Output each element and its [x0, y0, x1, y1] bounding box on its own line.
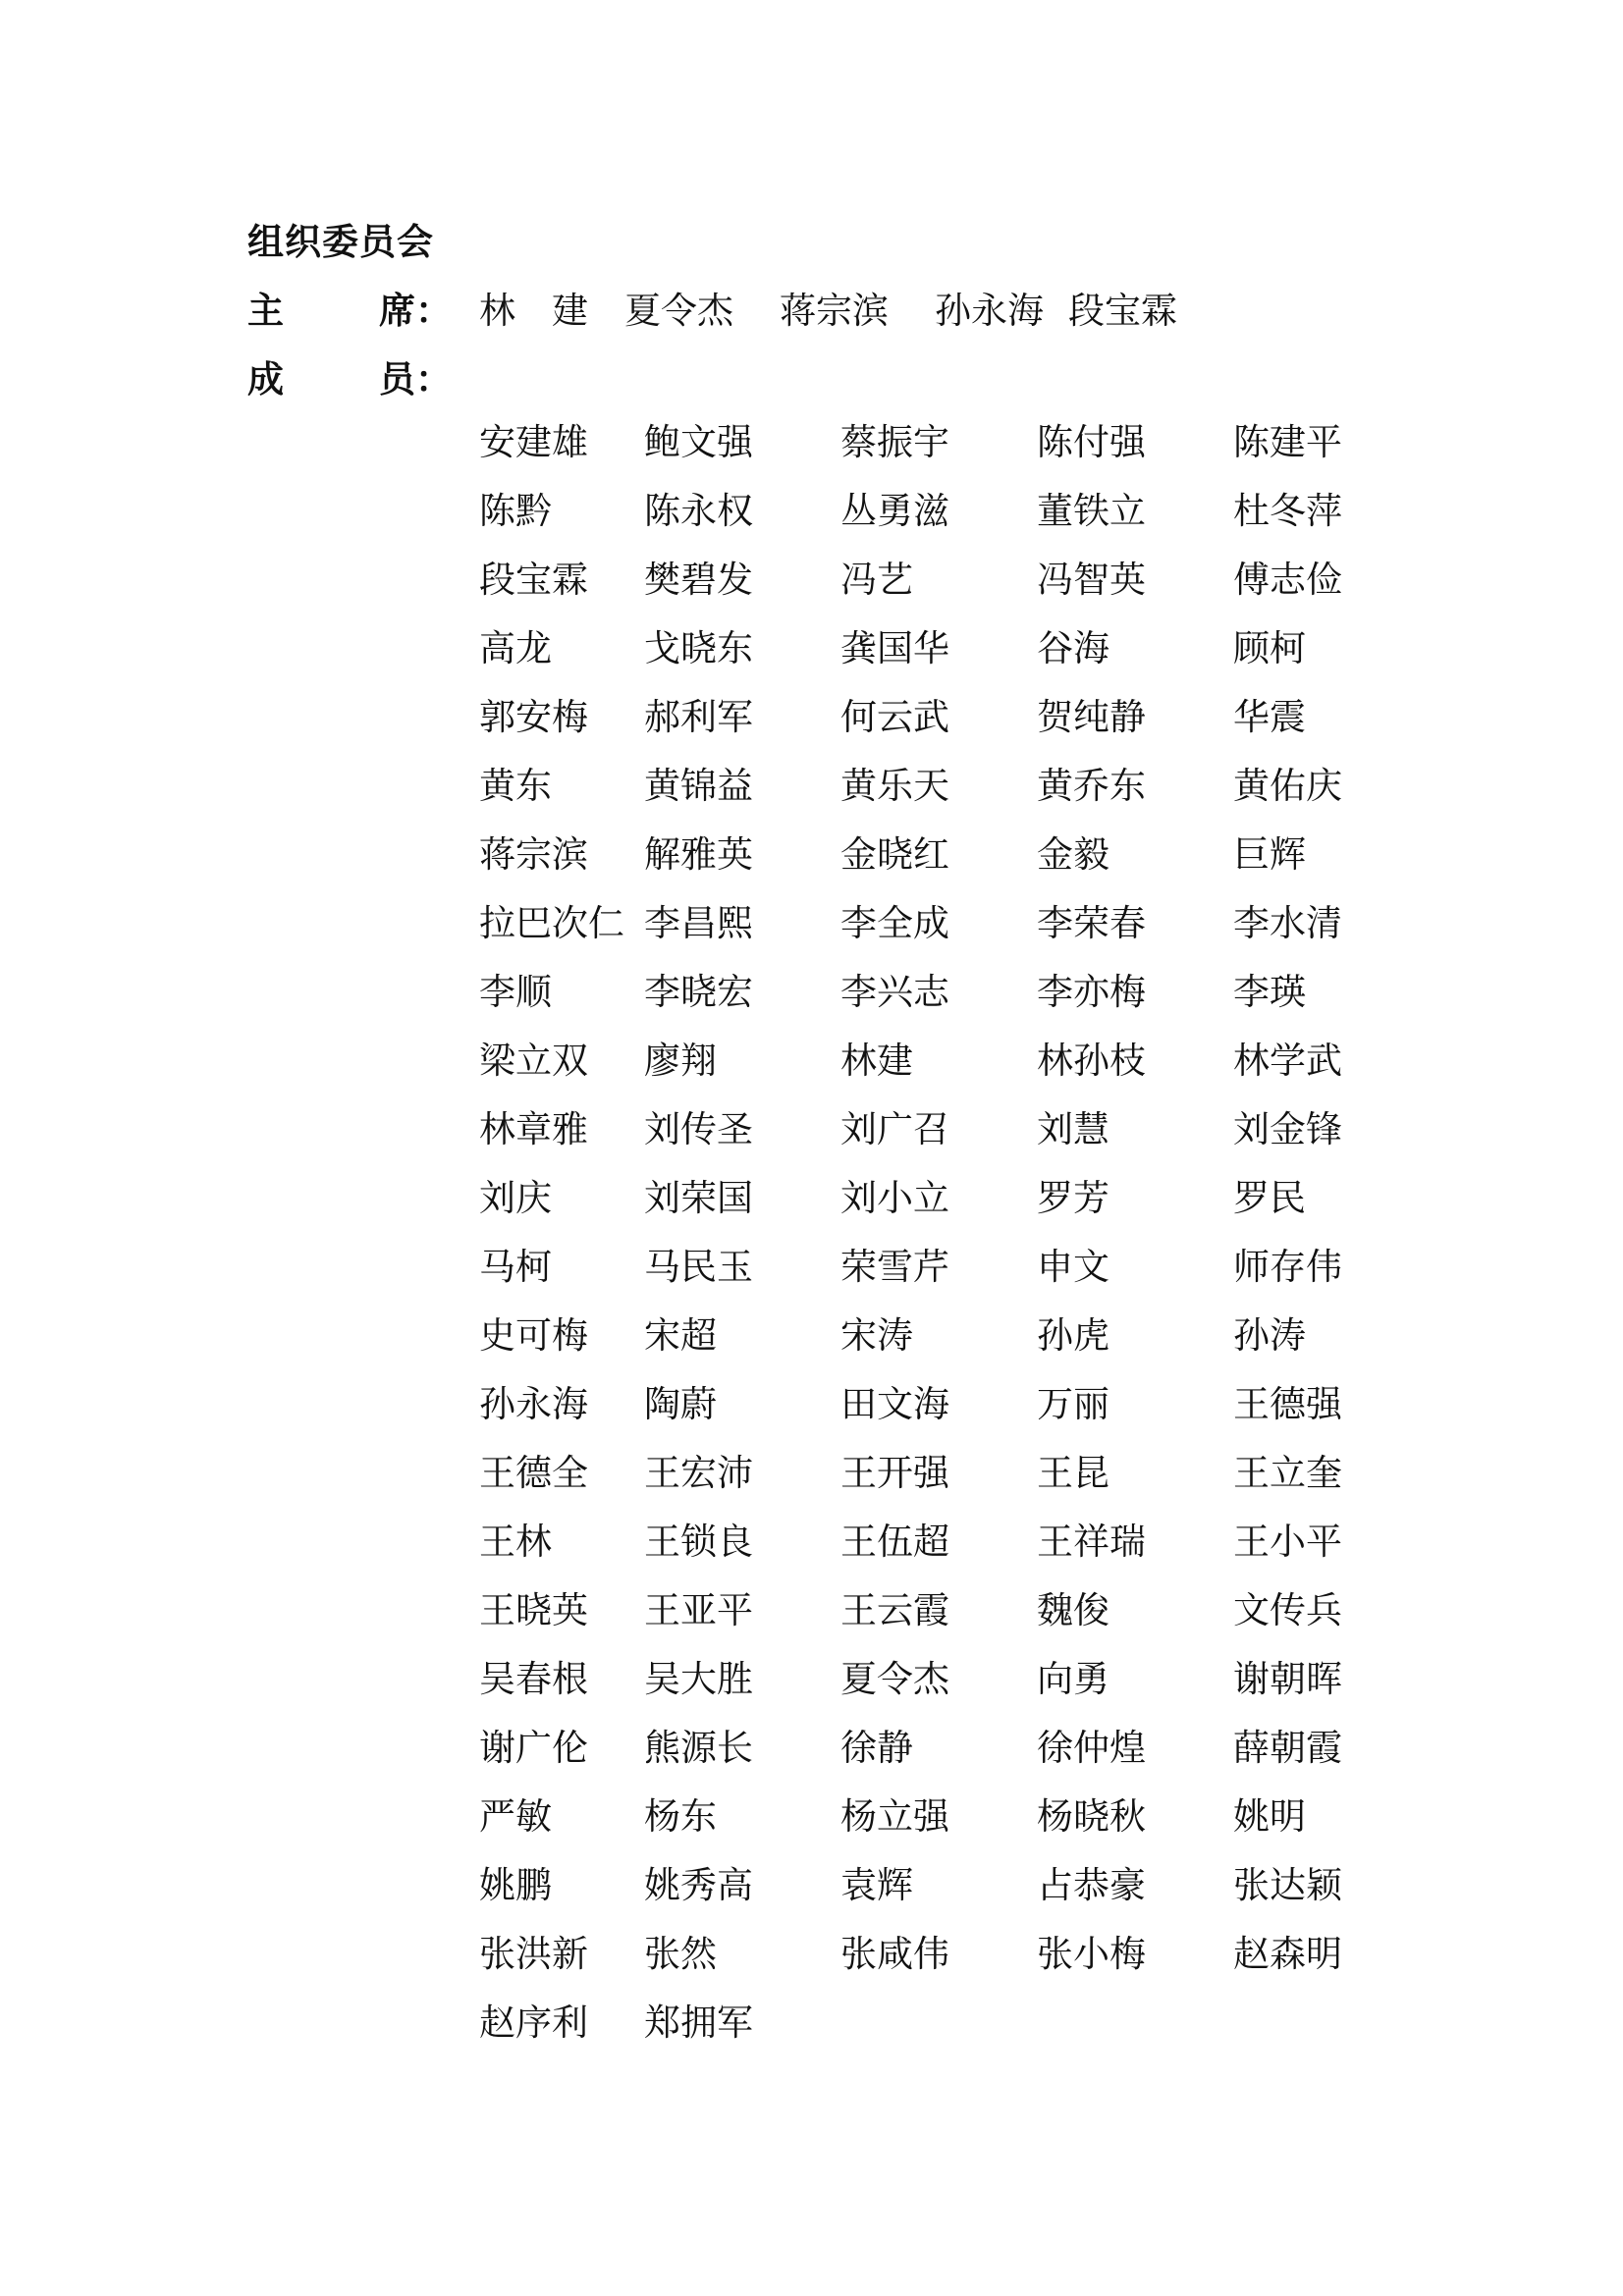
member-name: 师存伟: [1233, 1246, 1342, 1288]
member-name: 解雅英: [644, 833, 753, 876]
member-name: 梁立双: [479, 1040, 588, 1082]
member-name: 李瑛: [1233, 971, 1306, 1013]
member-name: 王晓英: [479, 1589, 588, 1631]
member-name: 拉巴次仁: [479, 902, 624, 944]
member-name: 李全成: [840, 902, 949, 944]
member-name: 赵序利: [479, 2002, 588, 2044]
member-name: 廖翔: [644, 1040, 717, 1082]
members-label-char-1: 成: [247, 357, 284, 400]
member-name: 姚秀高: [644, 1864, 753, 1906]
member-name: 袁辉: [840, 1864, 913, 1906]
member-name: 龚国华: [840, 627, 949, 669]
member-name: 谢广伦: [479, 1727, 588, 1769]
member-name: 王祥瑞: [1037, 1521, 1146, 1563]
member-name: 王云霞: [840, 1589, 949, 1631]
member-name: 陈黔: [479, 490, 552, 532]
chair-label-char-1: 主: [247, 289, 284, 332]
member-name: 高龙: [479, 627, 552, 669]
member-name: 陈付强: [1037, 421, 1146, 463]
member-name: 刘传圣: [644, 1108, 753, 1150]
member-name: 薛朝霞: [1233, 1727, 1342, 1769]
member-name: 段宝霖: [479, 559, 588, 601]
member-name: 马柯: [479, 1246, 552, 1288]
member-name: 熊源长: [644, 1727, 753, 1769]
member-name: 冯智英: [1037, 559, 1146, 601]
member-name: 王亚平: [644, 1589, 753, 1631]
member-name: 李顺: [479, 971, 552, 1013]
member-name: 李水清: [1233, 902, 1342, 944]
chair-label-char-2: 席：: [379, 289, 452, 332]
member-name: 孙永海: [479, 1383, 588, 1425]
member-name: 向勇: [1037, 1658, 1109, 1700]
member-name: 蔡振宇: [840, 421, 949, 463]
member-name: 华震: [1233, 696, 1306, 738]
member-name: 王宏沛: [644, 1452, 753, 1494]
chair-name: 孙永海: [935, 290, 1044, 332]
member-name: 姚鹏: [479, 1864, 552, 1906]
member-name: 占恭豪: [1037, 1864, 1146, 1906]
member-name: 罗芳: [1037, 1177, 1109, 1219]
member-name: 罗民: [1233, 1177, 1306, 1219]
member-name: 王昆: [1037, 1452, 1109, 1494]
member-name: 杨晓秋: [1037, 1795, 1146, 1838]
member-name: 樊碧发: [644, 559, 753, 601]
member-name: 杨立强: [840, 1795, 949, 1838]
member-name: 谷海: [1037, 627, 1109, 669]
member-name: 李亦梅: [1037, 971, 1146, 1013]
member-name: 冯艺: [840, 559, 913, 601]
member-name: 徐仲煌: [1037, 1727, 1146, 1769]
member-name: 李兴志: [840, 971, 949, 1013]
member-name: 金晓红: [840, 833, 949, 876]
member-name: 吴大胜: [644, 1658, 753, 1700]
member-name: 巨辉: [1233, 833, 1306, 876]
committee-heading: 组织委员会: [247, 220, 434, 263]
member-name: 李晓宏: [644, 971, 753, 1013]
member-name: 吴春根: [479, 1658, 588, 1700]
member-name: 王小平: [1233, 1521, 1342, 1563]
member-name: 顾柯: [1233, 627, 1306, 669]
member-name: 贺纯静: [1037, 696, 1146, 738]
member-name: 刘慧: [1037, 1108, 1109, 1150]
member-name: 陈建平: [1233, 421, 1342, 463]
member-name: 刘庆: [479, 1177, 552, 1219]
member-name: 荣雪芹: [840, 1246, 949, 1288]
member-name: 马民玉: [644, 1246, 753, 1288]
member-name: 张洪新: [479, 1933, 588, 1975]
member-name: 刘小立: [840, 1177, 949, 1219]
member-name: 宋涛: [840, 1314, 913, 1357]
member-name: 魏俊: [1037, 1589, 1109, 1631]
member-name: 严敏: [479, 1795, 552, 1838]
member-name: 孙涛: [1233, 1314, 1306, 1357]
chair-name: 夏令杰: [624, 290, 733, 332]
member-name: 张达颖: [1233, 1864, 1342, 1906]
member-name: 夏令杰: [840, 1658, 949, 1700]
member-name: 刘广召: [840, 1108, 949, 1150]
member-name: 蒋宗滨: [479, 833, 588, 876]
member-name: 宋超: [644, 1314, 717, 1357]
member-name: 刘荣国: [644, 1177, 753, 1219]
member-name: 郑拥军: [644, 2002, 753, 2044]
members-label: [247, 349, 452, 400]
chair-name: 段宝霖: [1068, 290, 1177, 332]
member-name: 陶蔚: [644, 1383, 717, 1425]
member-name: 郝利军: [644, 696, 753, 738]
member-name: 丛勇滋: [840, 490, 949, 532]
member-name: 赵森明: [1233, 1933, 1342, 1975]
member-name: 林章雅: [479, 1108, 588, 1150]
member-name: 郭安梅: [479, 696, 588, 738]
member-name: 鲍文强: [644, 421, 753, 463]
member-name: 张咸伟: [840, 1933, 949, 1975]
member-name: 史可梅: [479, 1314, 588, 1357]
members-grid: [479, 418, 1382, 2067]
member-name: 徐静: [840, 1727, 913, 1769]
chair-name: 林 建: [479, 290, 588, 332]
member-name: 杜冬萍: [1233, 490, 1342, 532]
member-name: 李荣春: [1037, 902, 1146, 944]
member-name: 金毅: [1037, 833, 1109, 876]
member-name: 张小梅: [1037, 1933, 1146, 1975]
member-name: 何云武: [840, 696, 949, 738]
member-name: 王伍超: [840, 1521, 949, 1563]
member-name: 林孙枝: [1037, 1040, 1146, 1082]
member-name: 王德强: [1233, 1383, 1342, 1425]
member-name: 李昌熙: [644, 902, 753, 944]
member-name: 文传兵: [1233, 1589, 1342, 1631]
member-name: 王德全: [479, 1452, 588, 1494]
member-name: 傅志俭: [1233, 559, 1342, 601]
member-name: 张然: [644, 1933, 717, 1975]
member-name: 姚明: [1233, 1795, 1306, 1838]
member-name: 王林: [479, 1521, 552, 1563]
member-name: 安建雄: [479, 421, 588, 463]
member-name: 谢朝晖: [1233, 1658, 1342, 1700]
members-label-char-2: 员：: [379, 357, 452, 400]
member-name: 王立奎: [1233, 1452, 1342, 1494]
member-name: 董铁立: [1037, 490, 1146, 532]
member-name: 万丽: [1037, 1383, 1109, 1425]
member-name: 黄乔东: [1037, 765, 1146, 807]
member-name: 林建: [840, 1040, 913, 1082]
member-name: 黄佑庆: [1233, 765, 1342, 807]
chair-label: [247, 281, 452, 332]
member-name: 王锁良: [644, 1521, 753, 1563]
member-name: 林学武: [1233, 1040, 1342, 1082]
member-name: 田文海: [840, 1383, 949, 1425]
member-name: 黄锦益: [644, 765, 753, 807]
chair-name: 蒋宗滨: [780, 290, 889, 332]
member-name: 黄东: [479, 765, 552, 807]
member-name: 申文: [1037, 1246, 1109, 1288]
member-name: 黄乐天: [840, 765, 949, 807]
member-name: 孙虎: [1037, 1314, 1109, 1357]
member-name: 陈永权: [644, 490, 753, 532]
member-name: 刘金锋: [1233, 1108, 1342, 1150]
member-name: 王开强: [840, 1452, 949, 1494]
member-name: 戈晓东: [644, 627, 753, 669]
member-name: 杨东: [644, 1795, 717, 1838]
